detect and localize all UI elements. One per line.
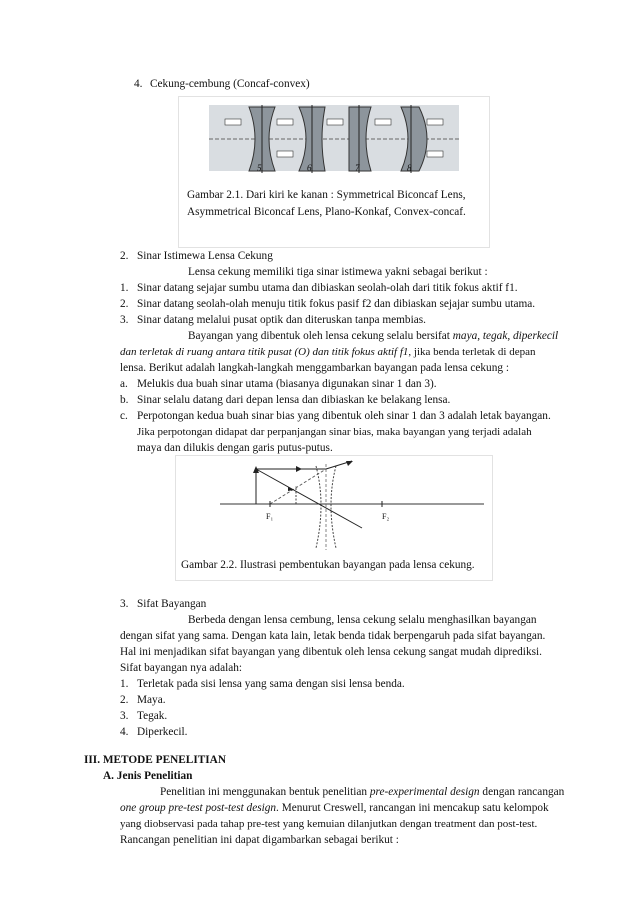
figure-caption: Asymmetrical Biconcaf Lens, Plano-Konkaf, Convex-concaf.	[187, 206, 466, 218]
section-title: Sifat Bayangan	[137, 598, 207, 610]
lens-label: 5	[257, 163, 262, 173]
paragraph-line: Hal ini menjadikan sifat bayangan yang dibentuk oleh lensa cekung sangat mudah diprediksi.	[120, 646, 542, 658]
list-item-text: Tegak.	[137, 710, 168, 722]
list-number: 1.	[120, 282, 129, 294]
list-item-text: Terletak pada sisi lensa yang sama dengan sisi lensa benda.	[137, 678, 405, 690]
lens-label: 7	[355, 163, 360, 173]
subsection-heading: A. Jenis Penelitian	[103, 770, 193, 782]
list-number: b.	[120, 394, 129, 406]
paragraph-line: Lensa cekung memiliki tiga sinar istimewa yakni sebagai berikut :	[188, 266, 488, 278]
paragraph-line: dan terletak di ruang antara titik pusat (O) dan titik fokus aktif f1, jika benda terletak di depan	[120, 346, 536, 358]
section-number: 2.	[120, 250, 129, 262]
paragraph-line: one group pre-test post-test design. Menurut Creswell, rancangan ini mencakup satu kelompok	[120, 802, 549, 814]
list-number: 3.	[120, 314, 129, 326]
ray-diagram-image	[176, 456, 492, 556]
list-number: 4.	[134, 78, 143, 90]
list-item-text: Perpotongan kedua buah sinar bias yang dibentuk oleh sinar 1 dan 3 adalah letak bayangan.	[137, 410, 551, 422]
list-item-text: Sinar selalu datang dari depan lensa dan dibiaskan ke belakang lensa.	[137, 394, 451, 406]
focus-label-f2: F₂	[382, 512, 390, 521]
list-item-text: Sinar datang seolah-olah menuju titik fokus pasif f2 dan dibiaskan sejajar sumbu utama.	[137, 298, 536, 310]
paragraph-line: Berbeda dengan lensa cembung, lensa cekung selalu menghasilkan bayangan	[188, 614, 537, 626]
lens-label: 6	[307, 163, 312, 173]
list-item-continuation: maya dan dilukis dengan garis putus-putus.	[137, 442, 333, 454]
list-item-text: Maya.	[137, 694, 166, 706]
paragraph-line: yang diobservasi pada tahap pre-test yang kemuian dilanjutkan dengan treatment dan post-test.	[120, 818, 538, 830]
paragraph-line: dengan sifat yang sama. Dengan kata lain, letak benda tidak berpengaruh pada sifat bayangan.	[120, 630, 546, 642]
paragraph-line: Rancangan penelitian ini dapat digambarkan sebagai berikut :	[120, 834, 399, 846]
list-number: 1.	[120, 678, 129, 690]
lens-label: 8	[407, 163, 412, 173]
list-item-text: Melukis dua buah sinar utama (biasanya digunakan sinar 1 dan 3).	[137, 378, 437, 390]
paragraph-line: Penelitian ini menggunakan bentuk penelitian pre-experimental design dengan rancangan	[160, 786, 565, 798]
list-number: 2.	[120, 298, 129, 310]
chapter-heading: III. METODE PENELITIAN	[84, 754, 226, 766]
paragraph-line: lensa. Berikut adalah langkah-langkah menggambarkan bayangan pada lensa cekung :	[120, 362, 509, 374]
focus-label-f1: F₁	[266, 512, 274, 521]
list-number: 2.	[120, 694, 129, 706]
paragraph-line: Bayangan yang dibentuk oleh lensa cekung selalu bersifat maya, tegak, diperkecil	[188, 330, 559, 342]
list-item-text: Diperkecil.	[137, 726, 188, 738]
section-number: 3.	[120, 598, 129, 610]
list-number: 3.	[120, 710, 129, 722]
figure-concave-lens-rays	[175, 455, 493, 581]
list-number: c.	[120, 410, 128, 422]
figure-caption: Gambar 2.1. Dari kiri ke kanan : Symmetrical Biconcaf Lens,	[187, 189, 466, 201]
list-item-continuation: Jika perpotongan didapat dar perpanjangan sinar bias, maka bayangan yang terjadi adalah	[137, 426, 532, 438]
paragraph-line: Sifat bayangan nya adalah:	[120, 662, 243, 674]
list-number: 4.	[120, 726, 129, 738]
figure-caption: Gambar 2.2. Ilustrasi pembentukan bayangan pada lensa cekung.	[181, 559, 475, 571]
section-title: Sinar Istimewa Lensa Cekung	[137, 250, 273, 262]
list-item-text: Sinar datang melalui pusat optik dan diteruskan tanpa membias.	[137, 314, 426, 326]
list-item-text: Cekung-cembung (Concaf-convex)	[150, 78, 310, 90]
list-item-text: Sinar datang sejajar sumbu utama dan dibiaskan seolah-olah dari titik fokus aktif f1.	[137, 282, 518, 294]
figure-lens-types	[178, 96, 490, 248]
lens-types-image	[179, 97, 489, 177]
list-number: a.	[120, 378, 128, 390]
